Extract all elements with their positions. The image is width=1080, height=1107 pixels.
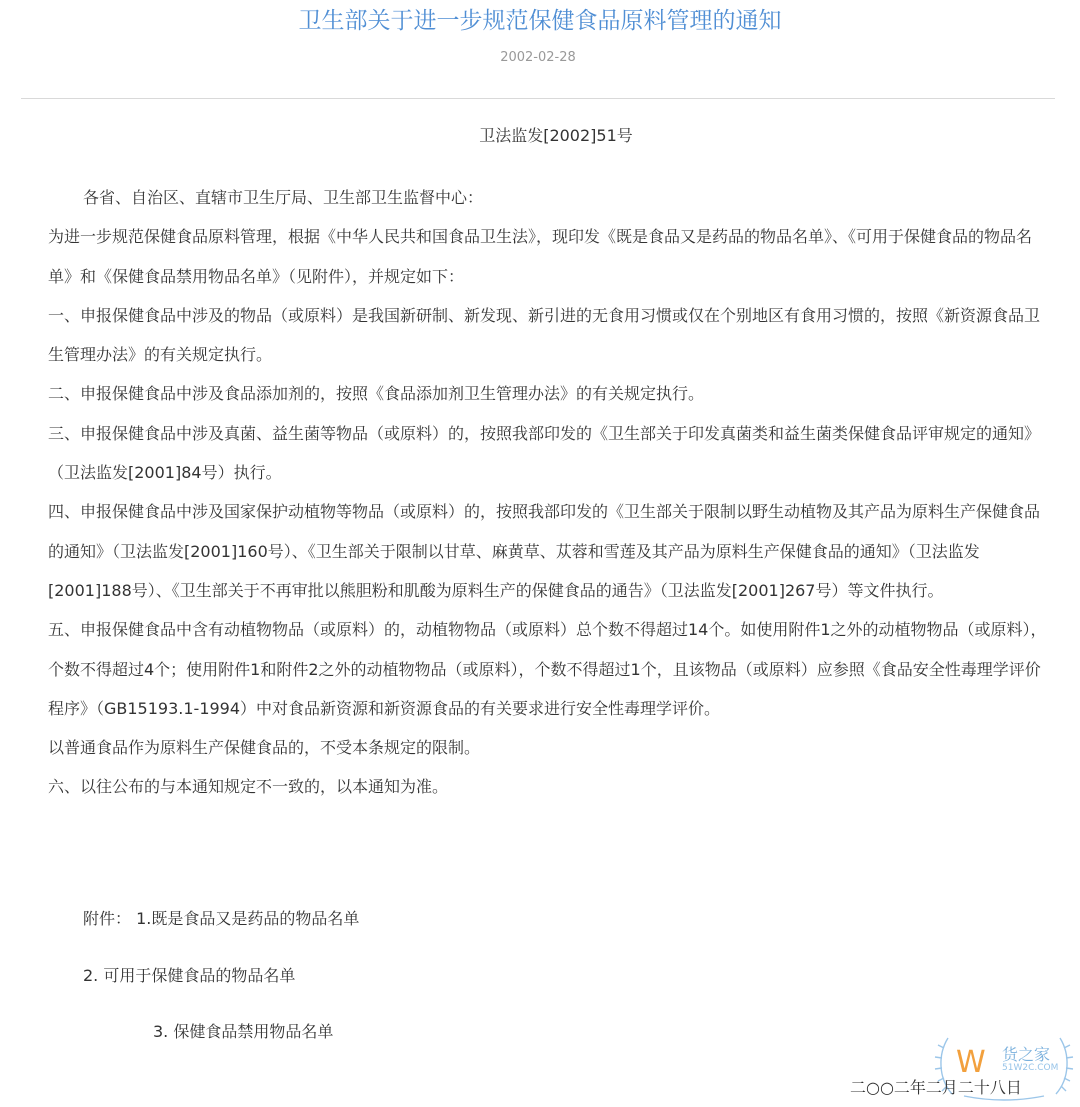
attachment-item-1: 附件： 1.既是食品又是药品的物品名单 (83, 909, 360, 928)
watermark-subtext: 51W2C.COM (1002, 1063, 1059, 1073)
paragraph-note: 以普通食品作为原料生产保健食品的，不受本条规定的限制。 (48, 738, 481, 758)
article-title: 卫生部关于进一步规范保健食品原料管理的通知 (298, 8, 782, 34)
paragraph-intro: 为进一步规范保健食品原料管理，根据《中华人民共和国食品卫生法》，现印发《既是食品又是药品的物品名单》、《可用于保健食品的物品名单》和《保健食品禁用物品名单》（见附件），并规定如下： (48, 227, 1033, 286)
attachment-item-3: 3. 保健食品禁用物品名单 (153, 1022, 334, 1041)
paragraph-item-6: 六、以往公布的与本通知规定不一致的，以本通知为准。 (48, 777, 449, 797)
paragraph-item-2: 二、申报保健食品中涉及食品添加剂的，按照《食品添加剂卫生管理办法》的有关规定执行。 (48, 384, 705, 404)
paragraph-item-5: 五、申报保健食品中含有动植物物品（或原料）的，动植物物品（或原料）总个数不得超过14个。如使用附件1之外的动植物物品（或原料），个数不得超过4个；使用附件1和附件2之外的动植物物品（或原料），个数不得超过1个，且该物品（或原料）应参照《食品安全性毒理学评价程序》（GB15193.1-1994）中对食品新资源和新资源食品的有关要求进行安全性毒理学评价。 (48, 620, 1047, 718)
title-divider (21, 98, 1055, 99)
article-body (48, 178, 1048, 807)
paragraph-item-3: 三、申报保健食品中涉及真菌、益生菌等物品（或原料）的，按照我部印发的《卫生部关于印发真菌类和益生菌类保健食品评审规定的通知》（卫法监发[2001]84号）执行。 (48, 423, 1041, 483)
salutation: 各省、自治区、直辖市卫生厅局、卫生部卫生监督中心： (83, 188, 484, 207)
watermark-letter: W (956, 1045, 986, 1080)
paragraph-item-1: 一、申报保健食品中涉及的物品（或原料）是我国新研制、新发现、新引进的无食用习惯或仅在个别地区有食用习惯的，按照《新资源食品卫生管理办法》的有关规定执行。 (48, 305, 1041, 365)
signature-date: 二○○二年二月二十八日 (850, 1078, 1022, 1097)
watermark-text: 货之家 (1002, 1045, 1051, 1064)
publish-date: 2002-02-28 (500, 50, 576, 65)
paragraph-item-4: 四、申报保健食品中涉及国家保护动植物等物品（或原料）的，按照我部印发的《卫生部关于限制以野生动植物及其产品为原料生产保健食品的通知》（卫法监发[2001]160号）、《卫生部关于限制以甘草、麻黄草、苁蓉和雪莲及其产品为原料生产保健食品的通知》（卫法监发[2001]188号）、《卫生部关于不再审批以熊胆粉和肌酸为原料生产的保健食品的通告》（卫法监发[2001]267号）等文件执行。 (48, 502, 1041, 600)
attachment-item-2: 2. 可用于保健食品的物品名单 (83, 966, 296, 985)
document-number: 卫法监发[2002]51号 (479, 126, 633, 145)
